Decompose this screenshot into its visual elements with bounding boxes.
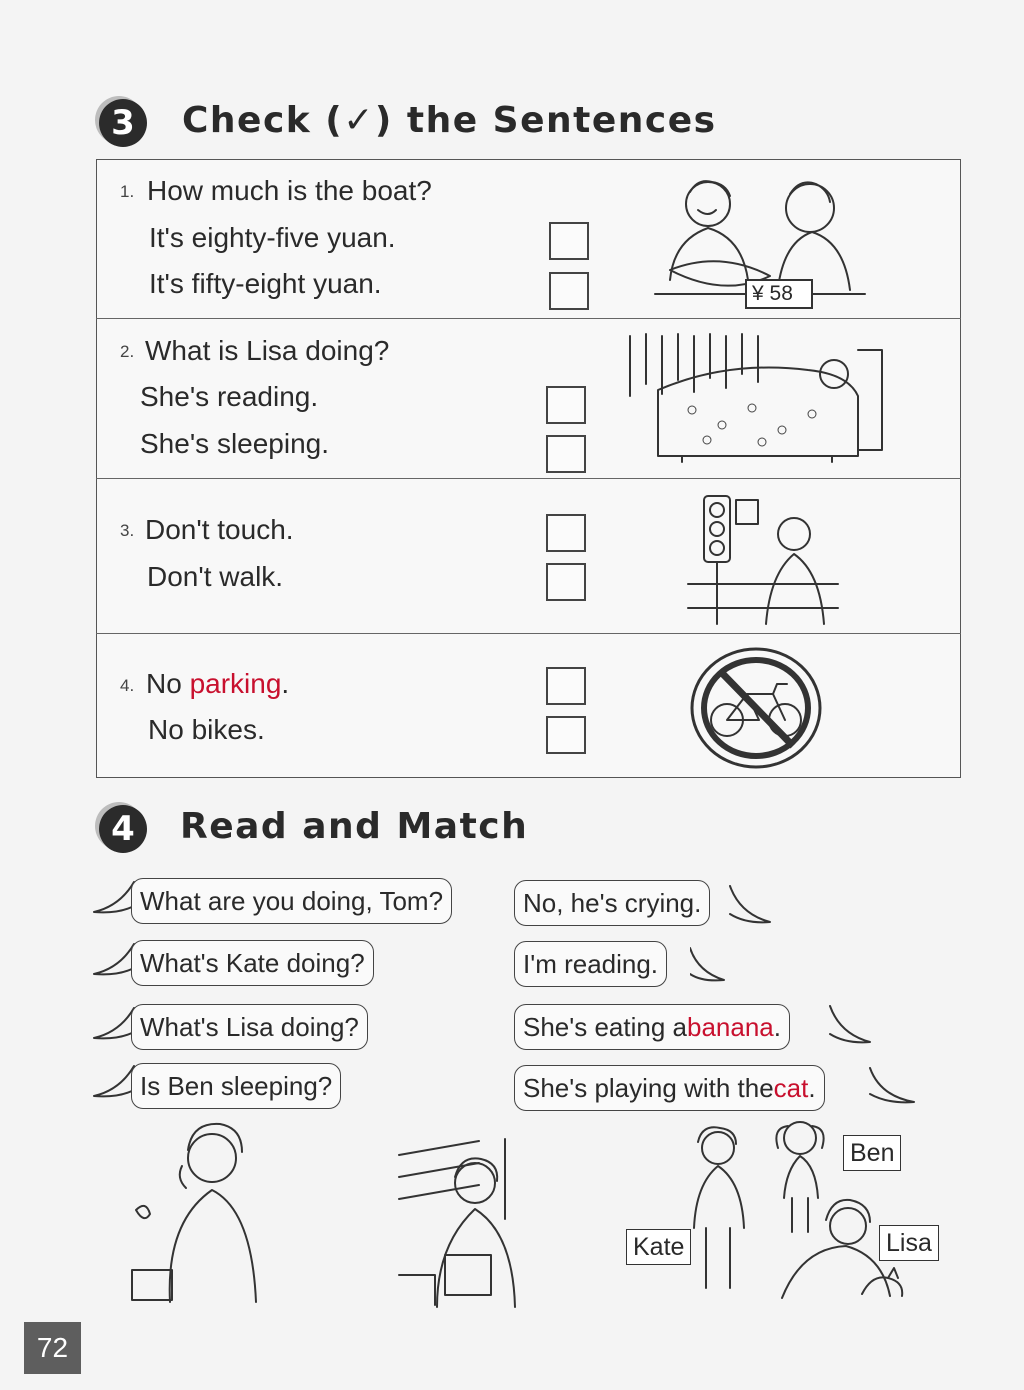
price-tag: ¥ 58 xyxy=(752,282,793,305)
woman-on-phone-illustration xyxy=(122,1120,267,1305)
section-number-badge: 3 xyxy=(99,99,147,147)
traffic-light-girl-illustration xyxy=(686,488,841,628)
question-bubble[interactable]: What's Lisa doing? xyxy=(131,1004,368,1050)
answer-checkbox[interactable] xyxy=(546,667,586,705)
question-number: 3. xyxy=(120,521,135,540)
no-bikes-sign-icon xyxy=(689,646,823,770)
option-text: No bikes. xyxy=(148,714,265,745)
question-number: 2. xyxy=(120,342,135,361)
lisa-sleeping-illustration xyxy=(622,330,890,465)
answer-checkbox[interactable] xyxy=(546,563,586,601)
option-text: She's sleeping. xyxy=(140,428,330,459)
section-title: Check (✓) the Sentences xyxy=(182,100,717,141)
question-number: 4. xyxy=(120,676,135,695)
option-text: It's eighty-five yuan. xyxy=(149,222,396,253)
answer-checkbox[interactable] xyxy=(546,386,586,424)
page-number: 72 xyxy=(24,1322,81,1374)
name-tag: Lisa xyxy=(879,1225,939,1261)
answer-bubble[interactable]: No, he's crying. xyxy=(514,880,710,926)
name-tag: Kate xyxy=(626,1229,691,1265)
answer-bubble[interactable]: She's playing with the cat . xyxy=(514,1065,825,1111)
row-divider xyxy=(96,318,961,319)
answer-bubble[interactable]: I'm reading. xyxy=(514,941,667,987)
option-text: She's reading. xyxy=(140,381,319,412)
question-number: 1. xyxy=(120,182,135,201)
option-text: Don't walk. xyxy=(147,561,284,592)
option-text: No parking. xyxy=(146,668,290,699)
question-bubble[interactable]: Is Ben sleeping? xyxy=(131,1063,341,1109)
highlighted-word: cat xyxy=(773,1072,809,1103)
section-title: Read and Match xyxy=(180,806,529,847)
highlighted-word: banana xyxy=(686,1011,774,1042)
question-bubble[interactable]: What's Kate doing? xyxy=(131,940,374,986)
answer-checkbox[interactable] xyxy=(549,272,589,310)
option-text: It's fifty-eight yuan. xyxy=(149,268,382,299)
name-tag: Ben xyxy=(843,1135,901,1171)
question-text: How much is the boat? xyxy=(147,175,432,206)
answer-checkbox[interactable] xyxy=(549,222,589,260)
question-text: What is Lisa doing? xyxy=(145,335,390,366)
question-bubble[interactable]: What are you doing, Tom? xyxy=(131,878,452,924)
section-number-badge: 4 xyxy=(99,805,147,853)
row-divider xyxy=(96,633,961,634)
answer-checkbox[interactable] xyxy=(546,514,586,552)
row-divider xyxy=(96,478,961,479)
answer-bubble[interactable]: She's eating a banana . xyxy=(514,1004,790,1050)
boys-buying-boat-illustration xyxy=(650,170,875,310)
answer-checkbox[interactable] xyxy=(546,435,586,473)
answer-checkbox[interactable] xyxy=(546,716,586,754)
option-text: Don't touch. xyxy=(145,514,294,545)
boy-reading-illustration xyxy=(395,1135,540,1310)
highlighted-word: parking xyxy=(189,668,282,699)
